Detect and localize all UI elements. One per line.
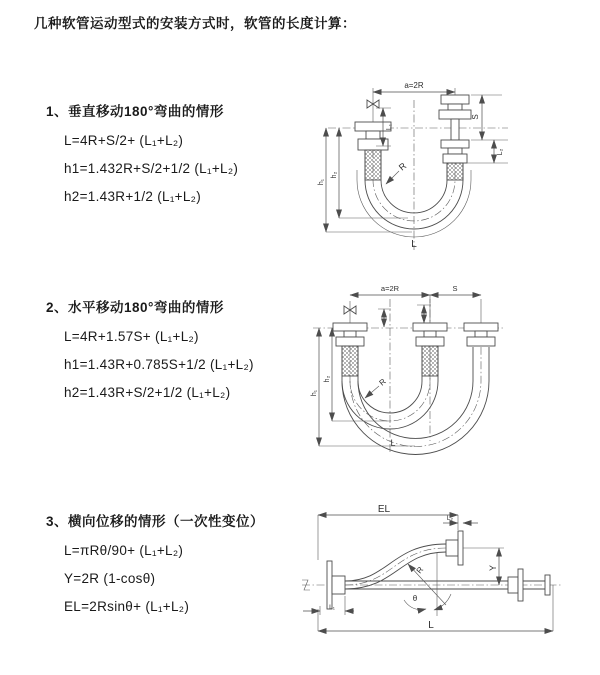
hose-displaced [345,544,446,589]
diagram-lateral-displacement [296,502,568,659]
label-l2: L₂ [497,148,504,156]
upper-flange [446,531,463,565]
label-y: Y [488,564,498,572]
formula-l: L=4R+S/2+ (L₁+L₂) [64,133,184,148]
diagram-2-drawing [303,281,565,459]
label-s: S [452,284,458,293]
label-r: R [396,160,409,173]
formula-h1: h1=1.432R+S/2+1/2 (L₁+L₂) [64,161,239,176]
label-l: L [390,438,396,448]
dimension-el [318,504,458,560]
radius-callout [386,160,409,184]
label-a2r: a=2R [404,81,424,90]
label-h1: h₁ [318,178,325,186]
formula-h2: h2=1.43R+1/2 (L₁+L₂) [64,189,202,204]
label-l1: L₁ [386,123,393,131]
section-1 [46,100,238,204]
section-3-heading: 3、横向位移的情形（一次性变位） [46,514,265,529]
left-fitting [333,323,367,376]
page-title: 几种软管运动型式的安装方式时，软管的长度计算： [34,16,356,31]
label-r: R [414,565,426,576]
label-h2: h₂ [331,171,338,179]
label-el: EL [377,504,391,515]
diagram-vertical-180-bend [312,72,547,262]
label-a2r: a=2R [380,284,400,293]
section-3 [46,510,264,614]
dimension-a2r [373,81,455,92]
diagram-horizontal-180-bend [303,281,565,464]
formula-y: Y=2R (1-cosθ) [64,571,156,586]
dimension-l2 [494,140,504,163]
right-lower-flange [508,569,550,601]
label-s: S [471,114,480,120]
formula-l: L=4R+1.57S+ (L₁+L₂) [64,329,199,344]
section-2 [46,296,254,400]
formula-h2: h2=1.43R+S/2+1/2 (L₁+L₂) [64,385,231,400]
label-l2: L₂ [446,515,454,522]
angle-theta [404,553,451,616]
valve-icon [344,299,481,323]
middle-fitting [413,323,447,376]
label-r: R [377,376,388,388]
centerlines [313,295,503,453]
dimension-y [463,548,504,585]
formula-el: EL=2Rsinθ+ (L₁+L₂) [64,599,190,614]
section-1-heading: 1、垂直移动180°弯曲的情形 [46,104,224,119]
right-fitting [464,323,498,346]
label-l: L [411,239,417,250]
dimension-a2r [350,284,430,295]
dimension-s [430,284,481,295]
label-l1: L₁ [329,604,335,611]
right-fitting [439,95,471,180]
formula-l: L=πRθ/90+ (L₁+L₂) [64,543,184,558]
dimension-l2 [443,515,478,523]
diagram-3-drawing [296,502,568,654]
diagram-1-drawing [312,72,547,257]
label-h2: h₂ [324,375,331,383]
label-theta: θ [412,594,418,603]
radius-callout [365,377,388,398]
label-l: L [428,620,434,631]
left-flange [327,561,345,609]
formula-h1: h1=1.43R+0.785S+1/2 (L₁+L₂) [64,357,254,372]
label-h1: h₁ [311,389,318,397]
section-2-heading: 2、水平移动180°弯曲的情形 [46,300,224,315]
